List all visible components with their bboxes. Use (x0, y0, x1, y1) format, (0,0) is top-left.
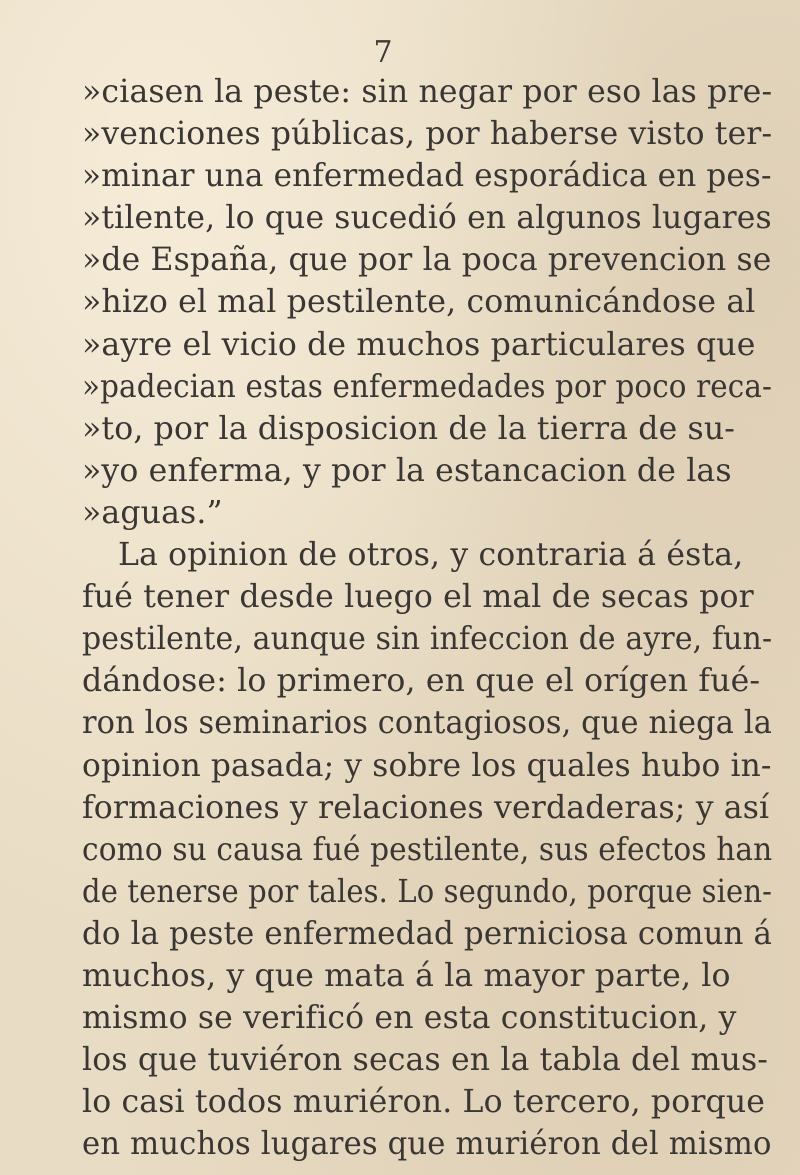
text-line: opinion pasada; y sobre los quales hubo in- (82, 748, 772, 784)
text-line: »ciasen la peste: sin negar por eso las pre- (82, 74, 773, 110)
text-line: lo casi todos muriéron. Lo tercero, porque (82, 1084, 766, 1120)
text-line: muchos, y que mata á la mayor parte, lo (82, 958, 731, 994)
text-line: »venciones públicas, por haberse visto ter- (82, 116, 773, 152)
text-line: »minar una enfermedad esporádica en pes- (82, 158, 772, 194)
text-line: »to, por la disposicion de la tierra de su- (82, 411, 736, 447)
text-line: formaciones y relaciones verdaderas; y así (82, 790, 770, 826)
text-line: »ayre el vicio de muchos particulares que (82, 327, 756, 363)
text-line: »padecian estas enfermedades por poco reca- (82, 369, 773, 405)
text-line: »aguas.” (82, 495, 223, 531)
text-line: »de España, que por la poca prevencion se (82, 242, 772, 278)
text-line: »yo enferma, y por la estancacion de las (82, 453, 732, 489)
text-line: en muchos lugares que muriéron del mismo (82, 1126, 772, 1162)
text-line: do la peste enfermedad perniciosa comun á (82, 916, 773, 952)
text-line: mismo se verificó en esta constitucion, y (82, 1000, 737, 1036)
text-line: La opinion de otros, y contraria á ésta, (118, 537, 744, 573)
text-line: »tilente, lo que sucedió en algunos lugares (82, 200, 772, 236)
text-line: los que tuviéron secas en la tabla del mus- (82, 1042, 769, 1078)
page-number: 7 (373, 35, 393, 70)
text-line: pestilente, aunque sin infeccion de ayre, fun- (82, 621, 773, 657)
text-line: dándose: lo primero, en que el orígen fué- (82, 663, 761, 699)
text-line: ron los seminarios contagiosos, que niega la (82, 705, 772, 741)
text-line: fué tener desde luego el mal de secas por (82, 579, 754, 615)
text-line: de tenerse por tales. Lo segundo, porque sien- (82, 874, 773, 910)
text-line: »hizo el mal pestilente, comunicándose al (82, 284, 756, 320)
text-line: como su causa fué pestilente, sus efectos han (82, 832, 773, 868)
